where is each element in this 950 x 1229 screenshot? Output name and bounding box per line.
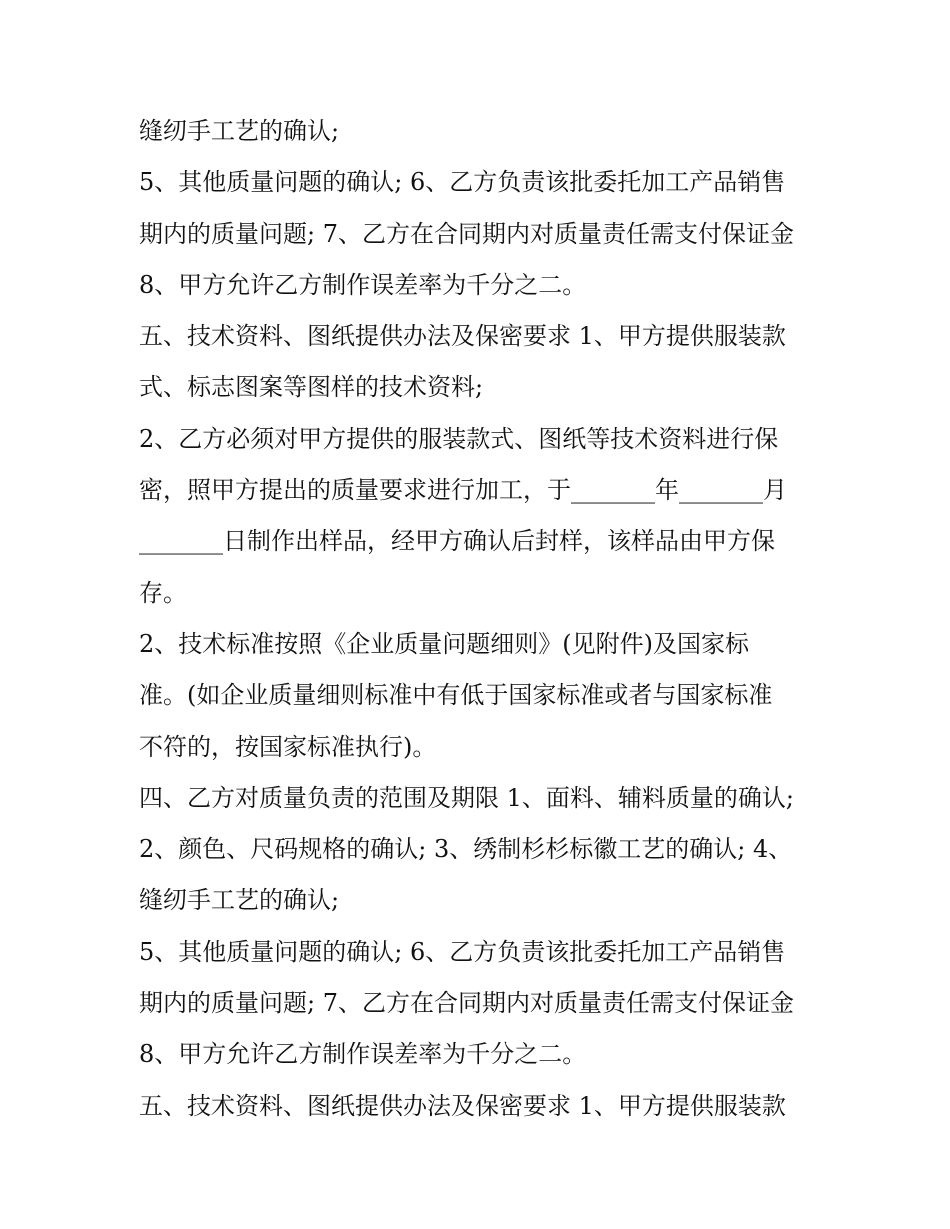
text-line: 五、技术资料、图纸提供办法及保密要求 1、甲方提供服装款 <box>139 1091 786 1120</box>
text-line: _______日制作出样品，经甲方确认后封样，该样品由甲方保 <box>139 527 775 556</box>
text-line: 准。(如企业质量细则标准中有低于国家标准或者与国家标准 <box>139 681 773 710</box>
text-line: 五、技术资料、图纸提供办法及保密要求 1、甲方提供服装款 <box>139 322 786 351</box>
text-line: 缝纫手工艺的确认; <box>139 886 340 915</box>
text-line: 期内的质量问题; 7、乙方在合同期内对质量责任需支付保证金 <box>139 219 794 248</box>
text-line: 式、标志图案等图样的技术资料; <box>139 373 484 402</box>
text-line: 不符的，按国家标准执行)。 <box>139 732 437 761</box>
text-line: 5、其他质量问题的确认; 6、乙方负责该批委托加工产品销售 <box>139 168 786 197</box>
text-line: 存。 <box>139 578 187 607</box>
text-line: 2、颜色、尺码规格的确认; 3、绣制杉杉标徽工艺的确认; 4、 <box>139 835 793 864</box>
text-line: 期内的质量问题; 7、乙方在合同期内对质量责任需支付保证金 <box>139 989 794 1018</box>
text-line: 缝纫手工艺的确认; <box>139 117 340 145</box>
text-line: 5、其他质量问题的确认; 6、乙方负责该批委托加工产品销售 <box>139 937 786 966</box>
text-line: 密，照甲方提出的质量要求进行加工，于_______年_______月 <box>139 476 787 505</box>
text-line: 2、技术标准按照《企业质量问题细则》(见附件)及国家标 <box>139 629 749 658</box>
text-line: 2、乙方必须对甲方提供的服装款式、图纸等技术资料进行保 <box>139 424 779 453</box>
text-line: 8、甲方允许乙方制作误差率为千分之二。 <box>139 270 587 299</box>
text-line: 8、甲方允许乙方制作误差率为千分之二。 <box>139 1040 587 1069</box>
document-body <box>139 106 829 1132</box>
text-line: 四、乙方对质量负责的范围及期限 1、面料、辅料质量的确认; <box>139 783 794 812</box>
